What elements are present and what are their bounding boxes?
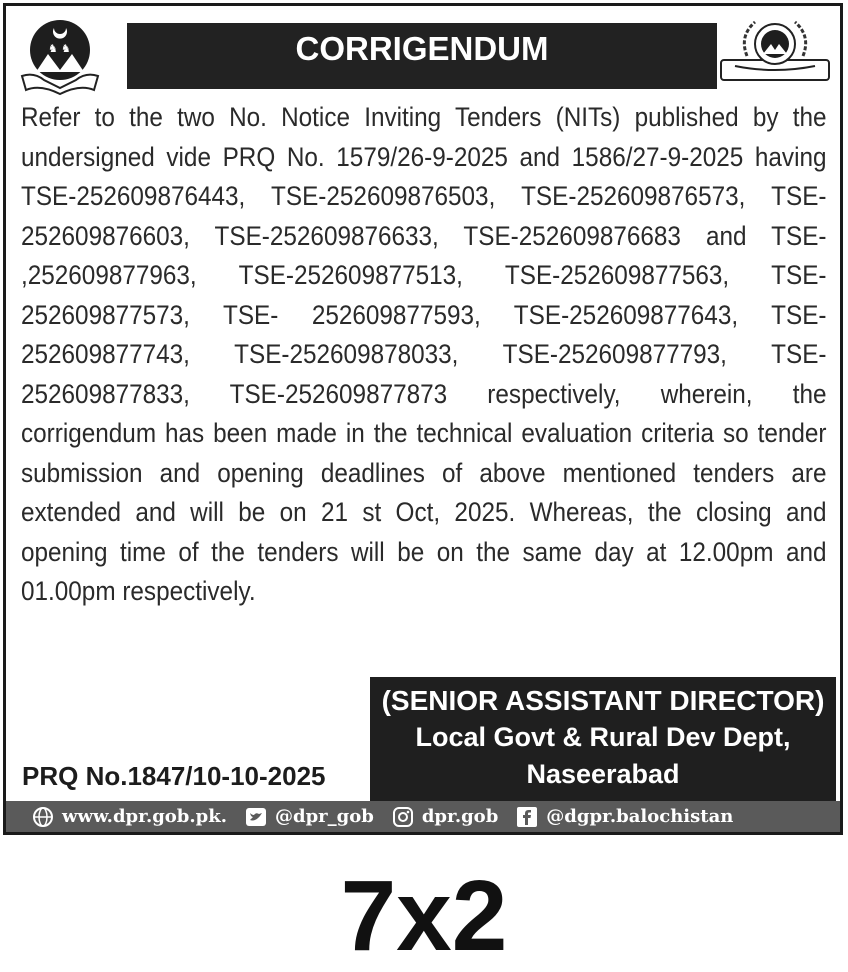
footer-bar <box>6 801 840 832</box>
footer-facebook[interactable] <box>516 806 733 828</box>
page-title: CORRIGENDUM <box>127 23 717 89</box>
notice-body: Refer to the two No. Notice Inviting Tenders (NITs) published by the undersigned vide PRQ No. 1579/26-9-2025 and 1586/27-9-2025 having TSE-252609876443, TSE-252609876503, TSE-252609876573, TSE-252609876603, TSE-252609876633, TSE-252609876683 and TSE- ,252609877963, TSE-252609877513, TSE-252609877563, TSE-252609877573, TSE- 252609877593, TSE-252609877643, TSE-252609877743, TSE-252609878033, TSE-252609877793, TSE-252609877833, TSE-252609877873 respectively, wherein, the corrigendum has been made in the technical evaluation criteria so tender submission and opening deadlines of above mentioned tenders are extended and will be on 21 st Oct, 2025. Whereas, the closing and opening time of the tenders will be on the same day at 12.00pm and 01.00pm respectively. <box>21 102 827 606</box>
facebook-handle: @dgpr.balochistan <box>546 806 734 827</box>
signature-block <box>370 677 836 801</box>
footer-instagram[interactable] <box>392 806 498 828</box>
instagram-icon <box>392 806 414 828</box>
dgpr-balochistan-logo <box>719 16 831 88</box>
prq-number: PRQ No.1847/10-10-2025 <box>22 761 326 791</box>
globe-icon <box>32 806 54 828</box>
instagram-handle: dpr.gob <box>421 806 499 827</box>
website-text: www.dpr.gob.pk. <box>62 806 227 827</box>
footer-twitter[interactable] <box>245 806 374 828</box>
signatory-location: Naseerabad <box>526 759 680 789</box>
twitter-handle: @dpr_gob <box>274 806 374 827</box>
svg-text:♞: ♞ <box>48 42 58 55</box>
footer-website[interactable] <box>32 806 227 828</box>
balochistan-emblem-logo <box>14 14 106 96</box>
ad-size-label: 7x2 <box>340 860 508 972</box>
signatory-designation: (SENIOR ASSISTANT DIRECTOR) <box>381 685 825 716</box>
signatory-department: Local Govt & Rural Dev Dept, <box>415 722 791 752</box>
facebook-icon <box>516 806 538 828</box>
twitter-icon <box>245 806 267 828</box>
svg-text:♞: ♞ <box>61 42 71 55</box>
